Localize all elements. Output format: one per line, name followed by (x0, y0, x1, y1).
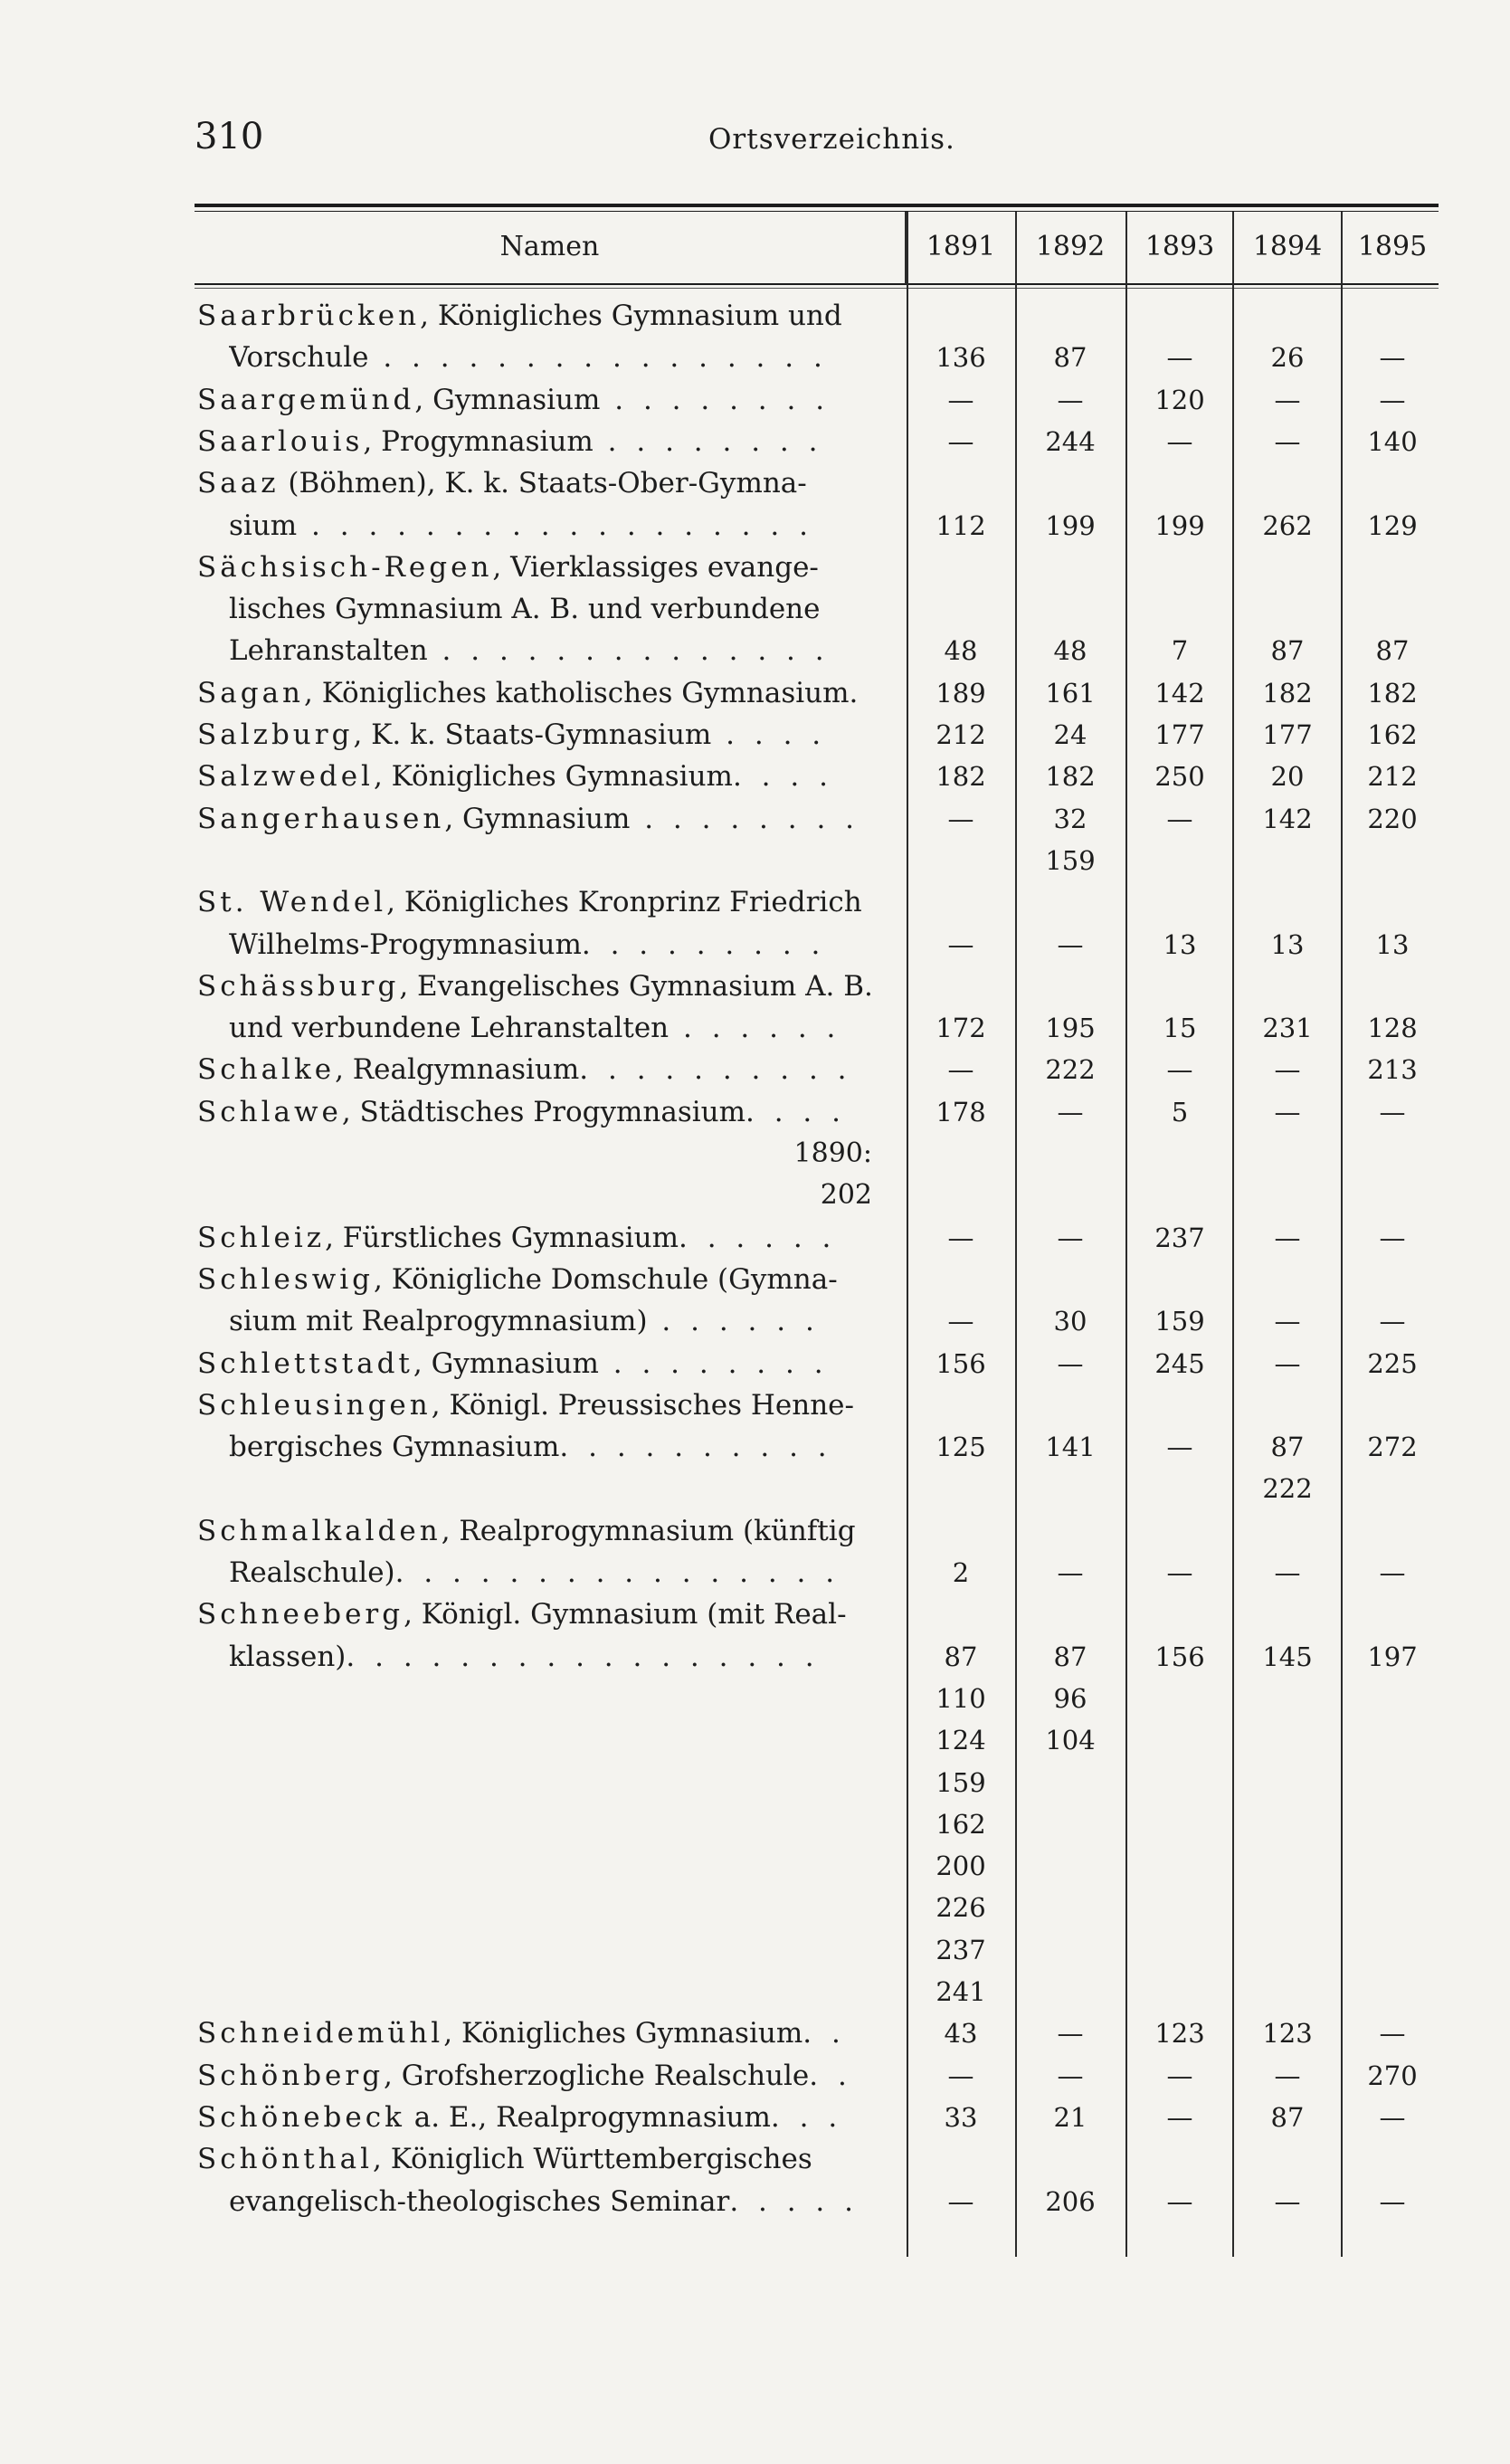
value-cell: — (947, 1222, 974, 1253)
value-cell: — (1379, 2101, 1406, 2133)
value-cell: — (1379, 1557, 1406, 1588)
value-cell: — (1057, 928, 1084, 960)
entry-description: evangelisch-theologisches Seminar (229, 2184, 730, 2218)
value-cell: 87 (1270, 635, 1305, 667)
value-cell: 172 (935, 1013, 986, 1044)
value-cell: 13 (1163, 928, 1197, 960)
value-cell: — (947, 2060, 974, 2091)
leader-dots: . . . . . . . . . . (559, 1431, 832, 1464)
entry-name-line (229, 1552, 878, 1594)
entry-description: und verbundene Lehranstalten (229, 1012, 670, 1045)
entry-name-line (197, 714, 878, 756)
entry-name-line (197, 1217, 878, 1259)
entry-name-line (197, 2097, 878, 2138)
value-cell: 129 (1367, 509, 1418, 541)
value-cell: — (1379, 1096, 1406, 1127)
value-cell: 182 (935, 761, 986, 793)
entry-name-line (229, 337, 878, 378)
entry-name-line (229, 924, 878, 966)
value-cell: 128 (1367, 1013, 1418, 1044)
value-cell: — (1057, 1096, 1084, 1127)
value-cell: — (1166, 1557, 1193, 1588)
value-cell: — (1166, 2101, 1193, 2133)
value-cell: 32 (1053, 803, 1087, 834)
value-cell: — (1274, 1222, 1301, 1253)
entry-description: a. E., Realprogymnasium (404, 2100, 771, 2134)
value-cell: 142 (1154, 677, 1205, 709)
value-cell: 120 (1154, 384, 1205, 415)
value-cell: 2 (952, 1557, 970, 1588)
place-name: Schalke (197, 1053, 336, 1087)
value-cell: 87 (1053, 342, 1087, 374)
entry-name-line (197, 881, 878, 923)
value-cell: 182 (1045, 761, 1096, 793)
value-cell: — (1166, 342, 1193, 374)
value-cell: 177 (1262, 719, 1313, 750)
value-cell: 13 (1375, 928, 1410, 960)
place-name: Saargemünd (197, 383, 415, 416)
value-cell: 195 (1045, 1013, 1096, 1044)
value-cell: 177 (1154, 719, 1205, 750)
place-name: Sagan (197, 676, 305, 709)
leader-dots: . . . . (746, 1095, 846, 1128)
value-cell-extra: 237 (935, 1934, 986, 1965)
column-header-1892: 1892 (1035, 231, 1106, 262)
value-cell: — (1274, 1096, 1301, 1127)
entry-name-line (229, 1007, 878, 1049)
value-cell: — (1379, 2185, 1406, 2217)
entry-description: , Königliches katholisches Gymnasium. (304, 676, 859, 709)
value-cell: — (1379, 1306, 1406, 1337)
entry-name-line (197, 1510, 878, 1552)
column-header-1891: 1891 (926, 231, 996, 262)
value-cell: 141 (1045, 1432, 1096, 1463)
entry-description: Wilhelms-Progymnasium (229, 928, 582, 961)
value-cell: — (1057, 384, 1084, 415)
entry-name-line (229, 505, 878, 547)
entry-description: , Gymnasium (444, 802, 631, 835)
value-cell: 162 (1367, 719, 1418, 750)
value-cell: 156 (935, 1347, 986, 1379)
value-cell: — (1379, 1222, 1406, 1253)
leader-dots: . . . . . . . . . (581, 928, 826, 961)
value-cell: — (1379, 342, 1406, 374)
value-cell-extra: 222 (1262, 1473, 1313, 1505)
entry-name-line (229, 1636, 878, 1678)
value-cell: 123 (1262, 2018, 1313, 2050)
entry-name-line (197, 421, 878, 462)
value-cell: 197 (1367, 1641, 1418, 1672)
value-cell: — (947, 384, 974, 415)
entry-description: , Königliches Gymnasium (373, 760, 733, 794)
entry-name-line (197, 966, 878, 1007)
column-header-1894: 1894 (1252, 231, 1323, 262)
value-cell-extra: 110 (935, 1682, 986, 1714)
value-cell: 140 (1367, 425, 1418, 457)
place-name: Schässburg (197, 969, 400, 1003)
entry-name-line (229, 588, 878, 630)
entry-description: sium mit Realprogymnasium) (229, 1305, 648, 1338)
entry-name-line (197, 1259, 878, 1300)
entry-description: , Königl. Gymnasium (mit Real- (404, 1598, 847, 1632)
place-name: Schönberg (197, 2059, 385, 2092)
entry-name-line (197, 1594, 878, 1635)
value-cell-extra: 162 (935, 1808, 986, 1840)
leader-dots: . . . (770, 2100, 843, 2134)
value-cell: 24 (1053, 719, 1087, 750)
value-cell: 87 (1053, 1641, 1087, 1672)
place-name: Schleswig (197, 1262, 375, 1296)
leader-dots: . . . . . . . . . . . . . . . . . . (297, 509, 813, 542)
leader-dots: . . . . . . . . (598, 1346, 829, 1380)
value-cell: — (1166, 1054, 1193, 1086)
entry-description: , Königliche Domschule (Gymna- (374, 1262, 838, 1296)
value-cell: — (1057, 2018, 1084, 2050)
value-cell: — (1166, 2060, 1193, 2091)
entry-description: , Progymnasium (363, 424, 594, 458)
value-cell-extra: 159 (1045, 844, 1096, 876)
place-name: Sangerhausen (197, 802, 445, 835)
value-cell: — (1166, 1432, 1193, 1463)
place-name: Schönebeck (197, 2100, 405, 2134)
value-cell: 244 (1045, 425, 1096, 457)
value-cell: 225 (1367, 1347, 1418, 1379)
place-name: Schlawe (197, 1095, 342, 1128)
entry-description: , Königliches Gymnasium und (420, 300, 842, 332)
entry-name-line (229, 1426, 878, 1468)
value-cell: — (947, 928, 974, 960)
value-cell: 161 (1045, 677, 1096, 709)
place-name: Schleusingen (197, 1388, 432, 1422)
value-cell: 199 (1154, 509, 1205, 541)
entry-description: , Königl. Preussisches Henne- (431, 1388, 854, 1422)
value-cell: 212 (1367, 761, 1418, 793)
entry-description: , Evangelisches Gymnasium A. B. (399, 969, 873, 1003)
leader-dots: . . . . . . . . . . . . . . . . (394, 1556, 840, 1589)
place-name: Saarlouis (197, 424, 364, 458)
entry-description: , Vierklassiges evange- (492, 550, 819, 584)
value-cell: 212 (935, 719, 986, 750)
value-cell: — (947, 2185, 974, 2217)
value-cell: 87 (1375, 635, 1410, 667)
leader-dots: . . . . . . (647, 1305, 820, 1338)
leader-dots: . . . . . . . . . . (579, 1053, 852, 1087)
entry-description: , Realprogymnasium (künftig (441, 1514, 856, 1547)
value-cell-extra: 200 (935, 1850, 986, 1882)
place-name: Schmalkalden (197, 1514, 442, 1547)
value-cell: 48 (1053, 635, 1087, 667)
value-cell: — (1057, 1347, 1084, 1379)
value-cell: 270 (1367, 2060, 1418, 2091)
value-cell: 7 (1171, 635, 1189, 667)
value-cell: — (947, 1054, 974, 1086)
place-name: Salzburg (197, 718, 354, 751)
leader-dots: . . . . . . . . (593, 424, 823, 458)
place-name: Schneidemühl (197, 2017, 444, 2050)
value-cell: 21 (1053, 2101, 1087, 2133)
entry-description: klassen) (229, 1640, 347, 1673)
entry-description: , Fürstliches Gymnasium (325, 1221, 679, 1254)
value-cell: 206 (1045, 2185, 1096, 2217)
value-cell: 87 (944, 1641, 978, 1672)
value-cell-extra: 124 (935, 1725, 986, 1756)
value-cell-extra: 159 (935, 1766, 986, 1798)
leader-dots: . . . . . . . . (630, 802, 860, 835)
place-name: Salzwedel (197, 760, 374, 794)
entry-name-line (197, 2138, 878, 2180)
entry-name-line (197, 295, 878, 337)
leader-dots: . . . . . . . . (600, 383, 831, 416)
value-cell: 87 (1270, 2101, 1305, 2133)
value-cell: 43 (944, 2018, 978, 2050)
value-cell: 222 (1045, 1054, 1096, 1086)
entry-name-line (197, 547, 878, 588)
leader-dots: . . . . . (729, 2184, 859, 2218)
entry-name-line (197, 462, 878, 504)
value-cell: — (947, 1306, 974, 1337)
value-cell: 142 (1262, 803, 1313, 834)
entry-description: Vorschule (229, 341, 369, 375)
value-cell: 26 (1270, 342, 1305, 374)
value-cell: 182 (1367, 677, 1418, 709)
value-cell: — (1274, 384, 1301, 415)
entry-description: sium (229, 509, 298, 542)
value-cell: 231 (1262, 1013, 1313, 1044)
value-cell: 220 (1367, 803, 1418, 834)
entry-name-line (229, 630, 878, 671)
value-cell: 87 (1270, 1432, 1305, 1463)
value-cell: — (1274, 1306, 1301, 1337)
value-cell: — (1274, 425, 1301, 457)
name-note: 202 (820, 1179, 872, 1212)
value-cell: 30 (1053, 1306, 1087, 1337)
entry-name-line (197, 1049, 878, 1090)
entry-name-line (197, 672, 878, 714)
value-cell: — (1274, 2185, 1301, 2217)
entry-description: (Böhmen), K. k. Staats-Ober-Gymna- (279, 467, 807, 500)
value-cell: — (1274, 1557, 1301, 1588)
name-note: 1890: (793, 1137, 872, 1169)
column-header-1895: 1895 (1357, 231, 1428, 262)
value-cell: 213 (1367, 1054, 1418, 1086)
place-name: Schlettstadt (197, 1346, 413, 1380)
leader-dots: . . . . . . . . . . . . . . . . (368, 341, 828, 375)
entry-name-line (197, 2055, 878, 2097)
entry-description: lisches Gymnasium A. B. und verbundene (229, 593, 821, 626)
entry-description: , Königlich Württembergisches (373, 2143, 812, 2176)
value-cell: 15 (1163, 1013, 1197, 1044)
value-cell: 33 (944, 2101, 978, 2133)
place-name: Schönthal (197, 2143, 374, 2176)
value-cell: — (947, 803, 974, 834)
value-cell: 237 (1154, 1222, 1205, 1253)
value-cell: 156 (1154, 1641, 1205, 1672)
value-cell: 112 (935, 509, 986, 541)
value-cell: — (1379, 2018, 1406, 2050)
value-cell: 182 (1262, 677, 1313, 709)
leader-dots: . . . . (732, 760, 833, 794)
value-cell: 272 (1367, 1432, 1418, 1463)
value-cell: 5 (1171, 1096, 1189, 1127)
value-cell: 125 (935, 1432, 986, 1463)
value-cell: 245 (1154, 1347, 1205, 1379)
leader-dots: . . . . . . (669, 1012, 841, 1045)
place-name: St. Wendel (197, 886, 387, 919)
value-cell: — (1274, 2060, 1301, 2091)
place-name: Saarbrücken (197, 300, 421, 332)
value-cell: 13 (1270, 928, 1305, 960)
leader-dots: . . (802, 2017, 846, 2050)
place-name: Sächsisch-Regen (197, 550, 493, 584)
value-cell: 145 (1262, 1641, 1313, 1672)
value-cell: — (1379, 384, 1406, 415)
value-cell-extra: 104 (1045, 1725, 1096, 1756)
value-cell: — (1057, 1222, 1084, 1253)
place-name: Schleiz (197, 1221, 326, 1254)
entry-description: , Grofsherzogliche Realschule (384, 2059, 810, 2092)
value-cell: — (1274, 1347, 1301, 1379)
running-title: Ortsverzeichnis. (708, 123, 955, 156)
leader-dots: . . . . . . . . . . . . . . . . . (346, 1640, 820, 1673)
entry-description: , K. k. Staats-Gymnasium (353, 718, 712, 751)
entry-description: , Gymnasium (413, 1346, 599, 1380)
entry-name-line (197, 2012, 878, 2054)
column-header-namen: Namen (499, 231, 600, 262)
entry-name-line (197, 1091, 878, 1133)
value-cell: 159 (1154, 1306, 1205, 1337)
value-cell: — (947, 425, 974, 457)
entry-name-line (229, 1300, 878, 1342)
value-cell: 199 (1045, 509, 1096, 541)
value-cell: — (1166, 2185, 1193, 2217)
entry-name-line (197, 798, 878, 840)
value-cell-extra: 226 (935, 1892, 986, 1924)
column-header-1893: 1893 (1144, 231, 1215, 262)
value-cell: 20 (1270, 761, 1305, 793)
value-cell: — (1057, 2060, 1084, 2091)
place-name: Schneeberg (197, 1598, 404, 1632)
entry-description: bergisches Gymnasium (229, 1431, 560, 1464)
value-cell: 123 (1154, 2018, 1205, 2050)
value-cell: 48 (944, 635, 978, 667)
page-number: 310 (195, 116, 264, 157)
entry-description: , Königliches Gymnasium (443, 2017, 803, 2050)
entry-name-line (197, 1384, 878, 1426)
entry-name-line (197, 1343, 878, 1384)
entry-description: Realschule) (229, 1556, 395, 1589)
value-cell: — (1166, 425, 1193, 457)
leader-dots: . . . . . . (679, 1221, 837, 1254)
entry-description: , Königliches Kronprinz Friedrich (386, 886, 862, 919)
value-cell: — (1166, 803, 1193, 834)
value-cell: 250 (1154, 761, 1205, 793)
entry-name-line (229, 2181, 878, 2222)
entry-description: Lehranstalten (229, 634, 428, 668)
entry-description: , Realgymnasium (335, 1053, 580, 1087)
value-cell: — (1057, 1557, 1084, 1588)
leader-dots: . . . . . . . . . . . . . . (427, 634, 830, 668)
value-cell-extra: 96 (1053, 1682, 1087, 1714)
place-name: Saaz (197, 467, 280, 500)
value-cell: 136 (935, 342, 986, 374)
entry-description: , Gymnasium (414, 383, 601, 416)
leader-dots: . . . . (711, 718, 827, 751)
entry-description: , Städtisches Progymnasium (341, 1095, 746, 1128)
value-cell: 189 (935, 677, 986, 709)
entry-name-line (197, 379, 878, 421)
value-cell: 262 (1262, 509, 1313, 541)
value-cell-extra: 241 (935, 1976, 986, 2007)
value-cell: — (1274, 1054, 1301, 1086)
entry-name-line (197, 756, 878, 797)
leader-dots: . . (809, 2059, 852, 2092)
value-cell: 178 (935, 1096, 986, 1127)
